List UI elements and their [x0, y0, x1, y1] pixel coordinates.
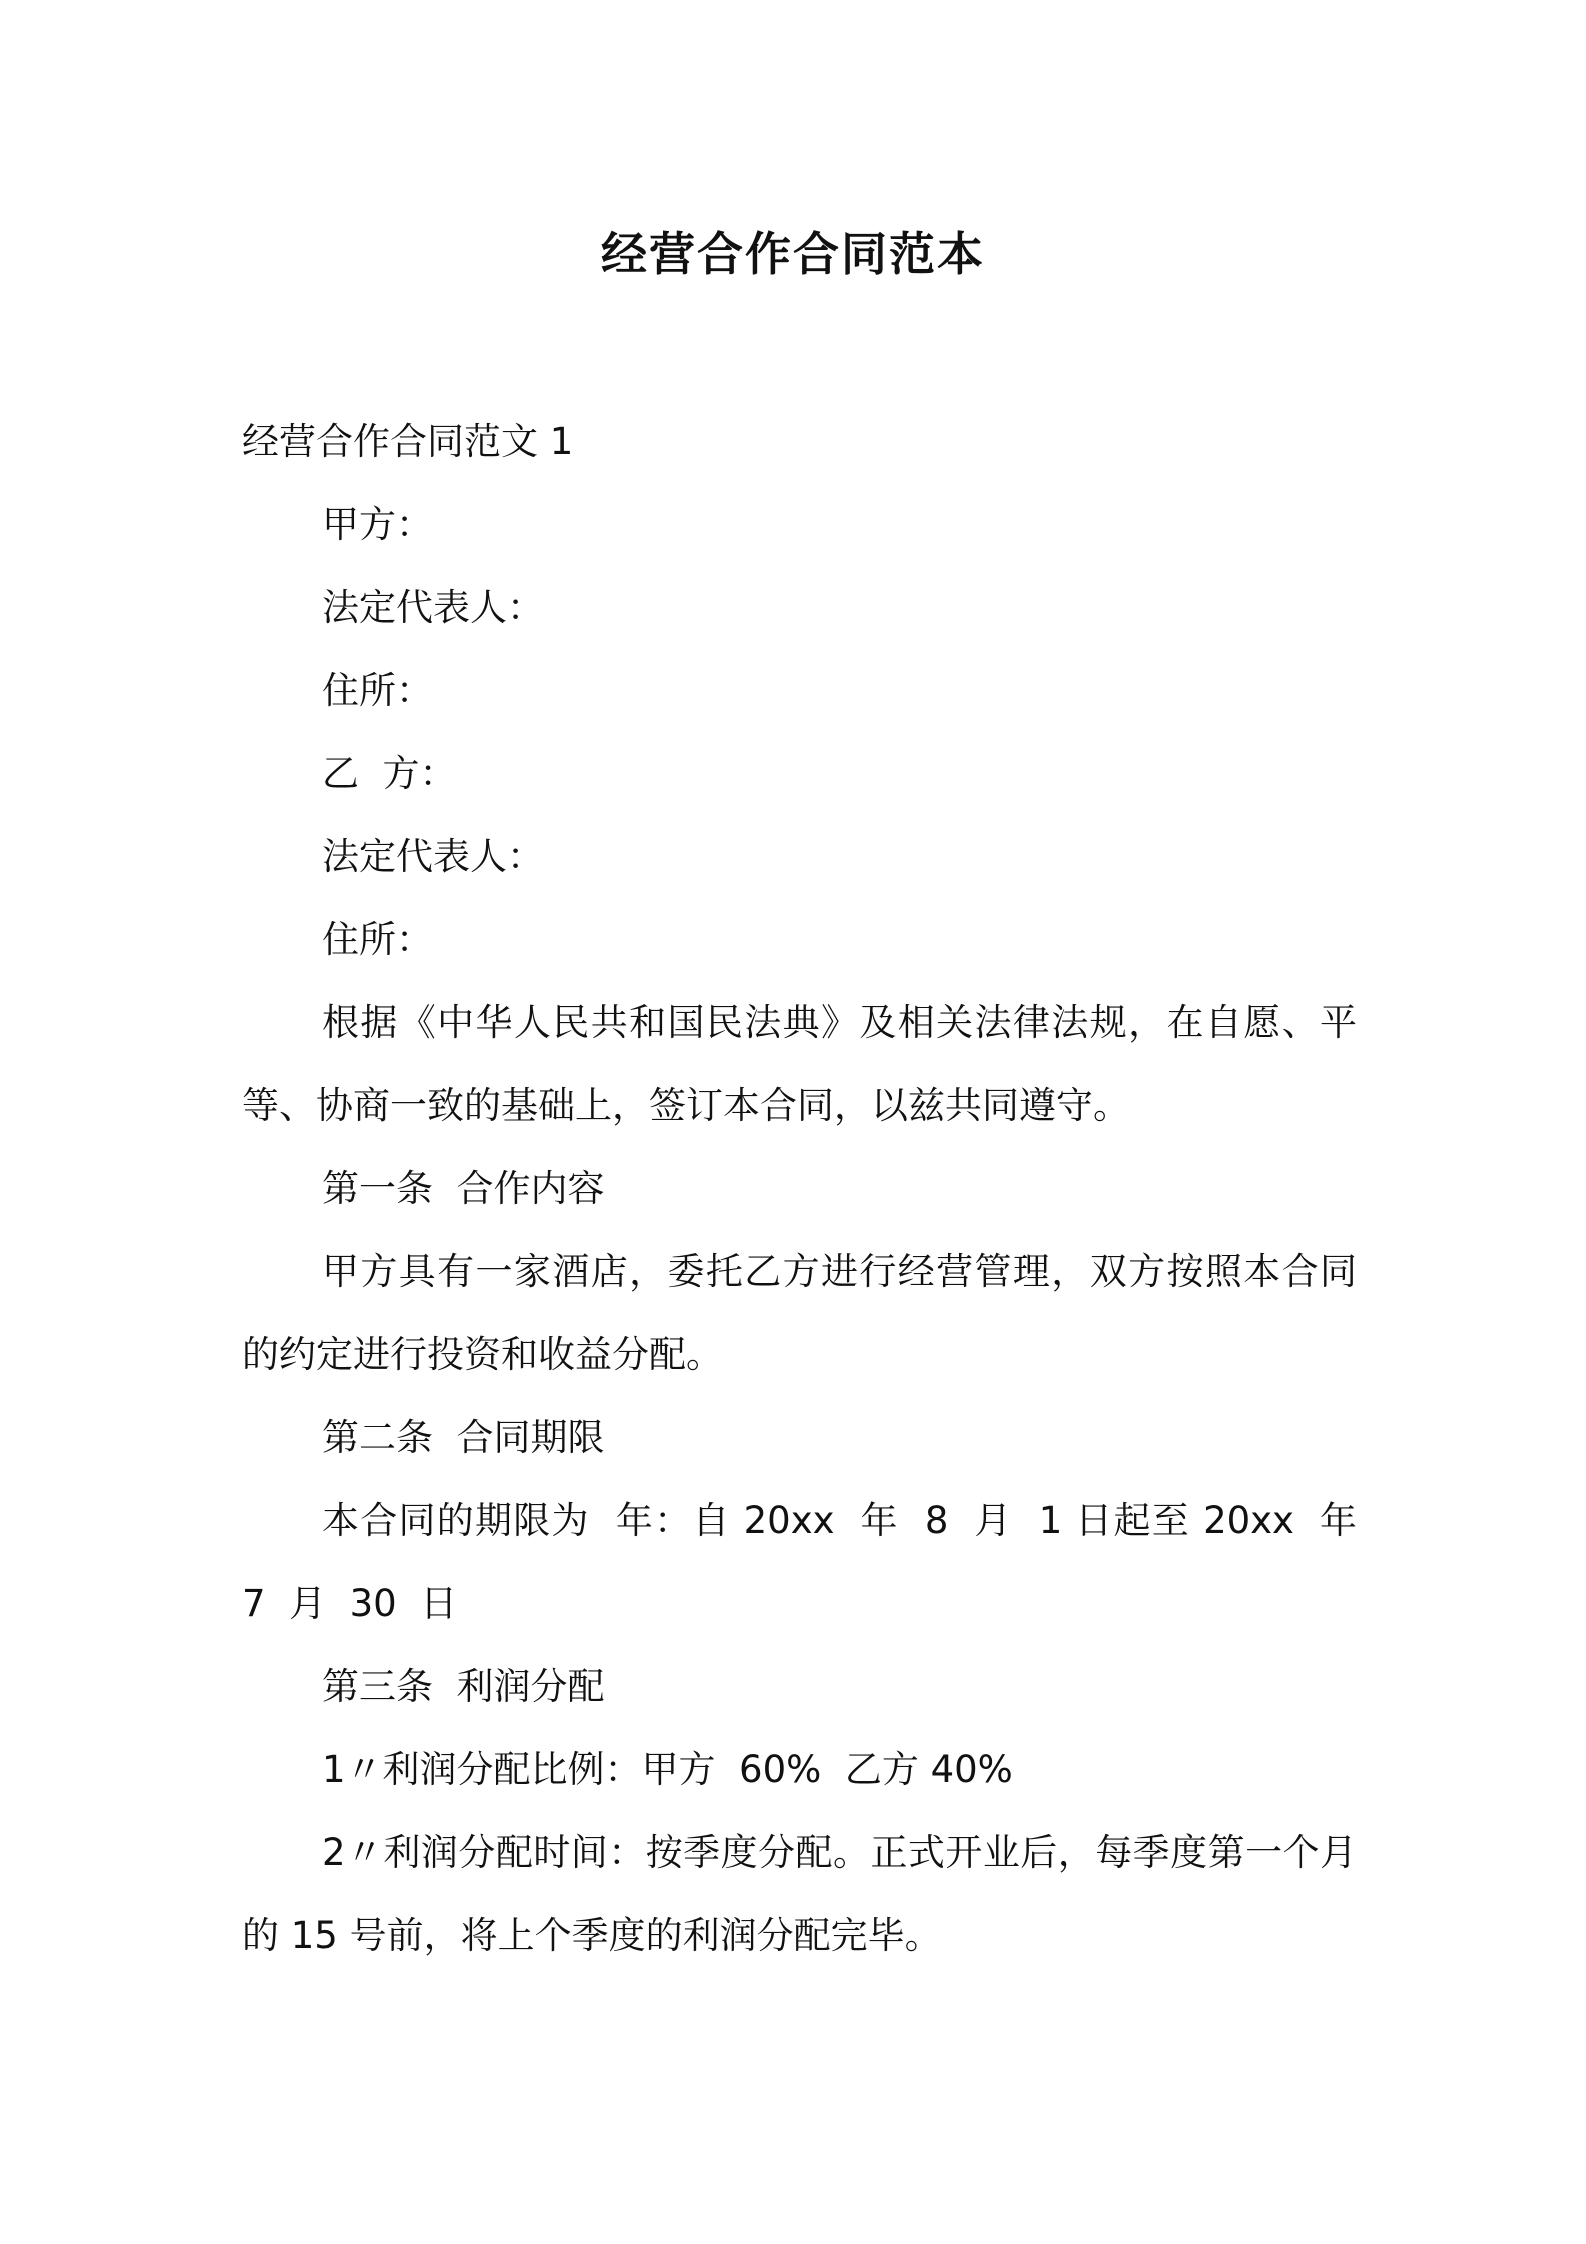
party-b-address-label: 住所：	[322, 918, 433, 961]
article-1-heading: 第一条 合作内容	[322, 1167, 605, 1210]
party-b-representative-label: 法定代表人：	[322, 835, 544, 878]
article-3-heading: 第三条 利润分配	[322, 1665, 605, 1708]
document-body	[242, 400, 1381, 1977]
preamble-paragraph: 根据《中华人民共和国民法典》及相关法律法规，在自愿、平等、协商一致的基础上，签订本合同，以兹共同遵守。	[242, 1001, 1357, 1127]
contract-subtitle: 经营合作合同范文 1	[242, 420, 574, 463]
article-3-item-1: 1〃利润分配比例：甲方 60% 乙方 40%	[322, 1748, 1013, 1791]
party-a-address-label: 住所：	[322, 669, 433, 712]
party-b-label: 乙 方：	[322, 752, 457, 795]
party-a-label: 甲方：	[322, 503, 433, 546]
document-title: 经营合作合同范本	[601, 227, 985, 281]
party-a-representative-label: 法定代表人：	[322, 586, 544, 629]
article-2-body: 本合同的期限为 年：自 20xx 年 8 月 1 日起至 20xx 年 7 月 30 日	[242, 1499, 1381, 1625]
article-1-body: 甲方具有一家酒店，委托乙方进行经营管理，双方按照本合同的约定进行投资和收益分配。	[242, 1250, 1357, 1376]
article-3-item-2: 2〃利润分配时间：按季度分配。正式开业后，每季度第一个月的 15 号前，将上个季度的利润分配完毕。	[242, 1831, 1357, 1957]
article-2-heading: 第二条 合同期限	[322, 1416, 605, 1459]
